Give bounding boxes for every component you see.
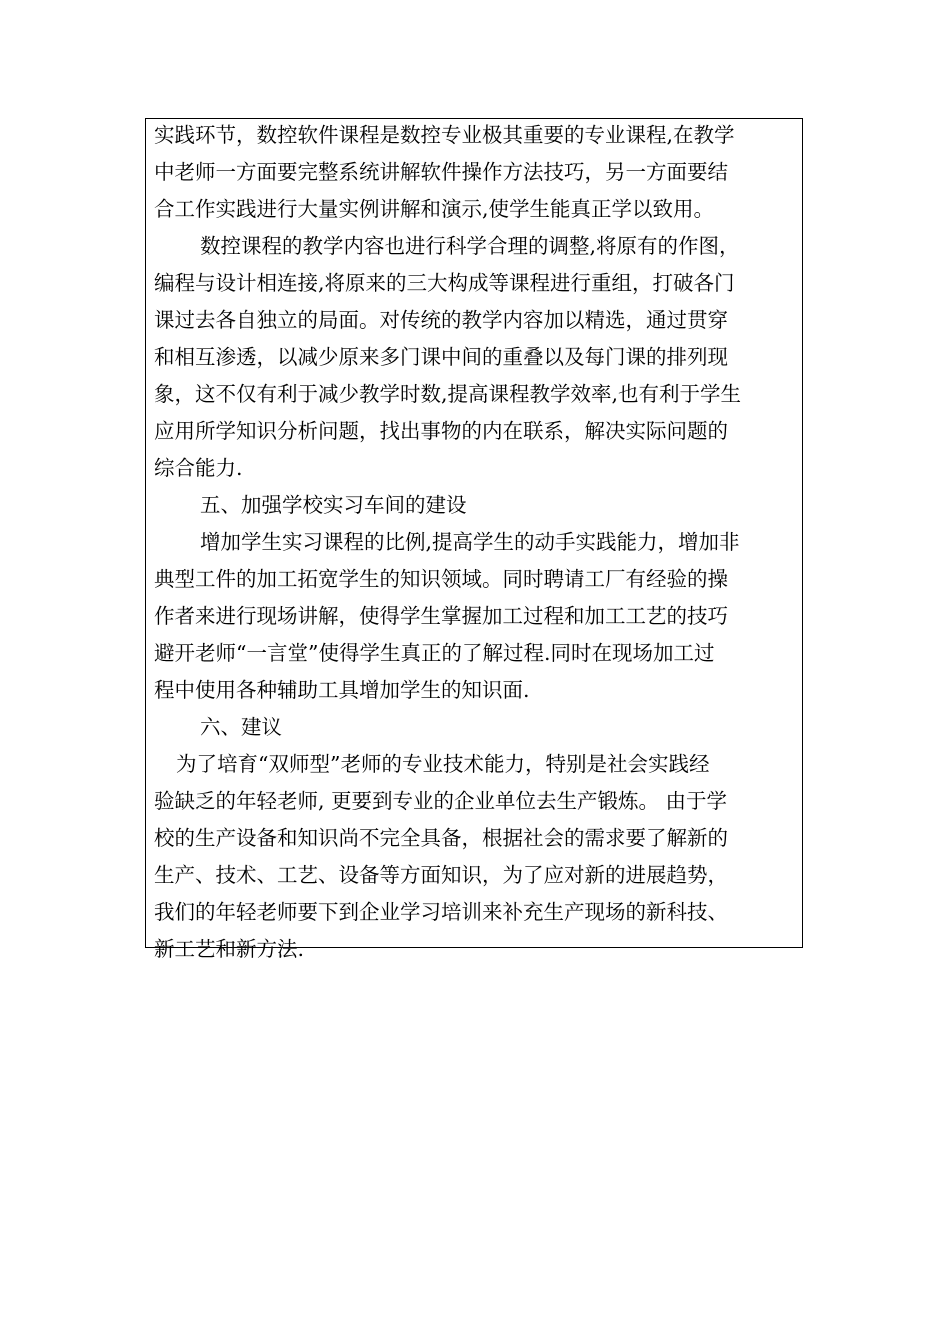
text-line: 作者来进行现场讲解，使得学生掌握加工过程和加工工艺的技巧: [154, 604, 728, 628]
document-content-box: [145, 118, 803, 961]
section-heading: 六、建议: [200, 715, 282, 739]
text-line: 应用所学知识分析问题，找出事物的内在联系，解决实际问题的: [154, 419, 728, 443]
text-line: 象，这不仅有利于减少教学时数,提高课程教学效率,也有利于学生: [154, 382, 742, 406]
paragraph-start-line: 为了培育“双师型”老师的专业技术能力，特别是社会实践经: [176, 752, 710, 776]
text-line: 课过去各自独立的局面。对传统的教学内容加以精选，通过贯穿: [154, 308, 728, 332]
section-heading: 五、加强学校实习车间的建设: [200, 493, 467, 517]
text-line: 实践环节，数控软件课程是数控专业极其重要的专业课程,在教学: [154, 123, 735, 147]
text-line: 我们的年轻老师要下到企业学习培训来补充生产现场的新科技、: [154, 900, 728, 924]
text-line: 新工艺和新方法.: [154, 937, 305, 961]
text-line: 避开老师“一言堂”使得学生真正的了解过程.同时在现场加工过: [154, 641, 715, 665]
text-line: 和相互渗透，以减少原来多门课中间的重叠以及每门课的排列现: [154, 345, 728, 369]
text-line: 校的生产设备和知识尚不完全具备，根据社会的需求要了解新的: [154, 826, 728, 850]
paragraph-start-line: 增加学生实习课程的比例,提高学生的动手实践能力，增加非: [200, 530, 740, 554]
text-line: 验缺乏的年轻老师, 更要到专业的企业单位去生产锻炼。 由于学: [154, 789, 728, 813]
text-line: 程中使用各种辅助工具增加学生的知识面.: [154, 678, 530, 702]
text-line: 综合能力.: [154, 456, 243, 480]
paragraph-start-line: 数控课程的教学内容也进行科学合理的调整,将原有的作图，: [200, 234, 740, 258]
text-line: 合工作实践进行大量实例讲解和演示,使学生能真正学以致用。: [154, 197, 715, 221]
text-line: 典型工件的加工拓宽学生的知识领域。同时聘请工厂有经验的操: [154, 567, 728, 591]
text-line: 中老师一方面要完整系统讲解软件操作方法技巧，另一方面要结: [154, 160, 728, 184]
text-line: 编程与设计相连接,将原来的三大构成等课程进行重组，打破各门: [154, 271, 735, 295]
text-line: 生产、技术、工艺、设备等方面知识，为了应对新的进展趋势，: [154, 863, 728, 887]
